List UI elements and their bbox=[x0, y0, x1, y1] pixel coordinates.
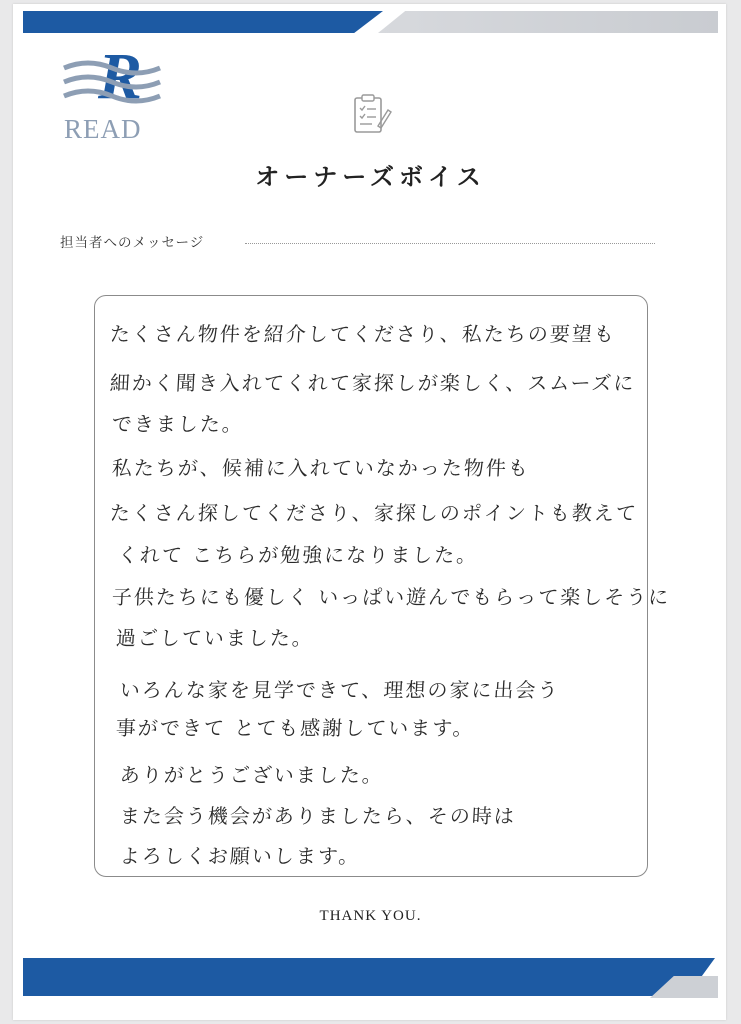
message-line: また会う機会がありましたら、その時は bbox=[119, 804, 517, 828]
page-title: オーナーズボイス bbox=[255, 163, 486, 191]
top-decorative-bar bbox=[23, 11, 383, 33]
message-line: くれて こちらが勉強になりました。 bbox=[117, 543, 479, 567]
message-line: 私たちが、候補に入れていなかった物件も bbox=[111, 456, 531, 480]
top-decorative-bar-gray bbox=[378, 11, 718, 33]
clipboard-checklist-icon bbox=[352, 92, 392, 138]
message-line: よろしくお願いします。 bbox=[119, 844, 361, 868]
logo-wordmark: READ bbox=[64, 114, 142, 144]
svg-text:R: R bbox=[98, 40, 143, 113]
bottom-decorative-bar bbox=[23, 958, 715, 996]
thank-you-text: THANK YOU. bbox=[319, 908, 422, 924]
message-line: たくさん物件を紹介してくださり、私たちの要望も bbox=[109, 322, 617, 346]
message-line: 子供たちにも優しく いっぱい遊んでもらって楽しそうに bbox=[111, 585, 671, 609]
message-line: いろんな家を見学できて、理想の家に出会う bbox=[119, 678, 561, 702]
message-line: たくさん探してくださり、家探しのポイントも教えて bbox=[109, 501, 639, 525]
message-line: 事ができて とても感謝しています。 bbox=[115, 716, 476, 740]
section-divider bbox=[245, 243, 655, 244]
message-line: できました。 bbox=[111, 412, 245, 436]
message-line: ありがとうございました。 bbox=[119, 763, 385, 787]
message-line: 細かく聞き入れてくれて家探しが楽しく、スムーズに bbox=[109, 371, 637, 395]
message-line: 過ごしていました。 bbox=[115, 626, 315, 650]
section-label: 担当者へのメッセージ bbox=[60, 235, 205, 251]
